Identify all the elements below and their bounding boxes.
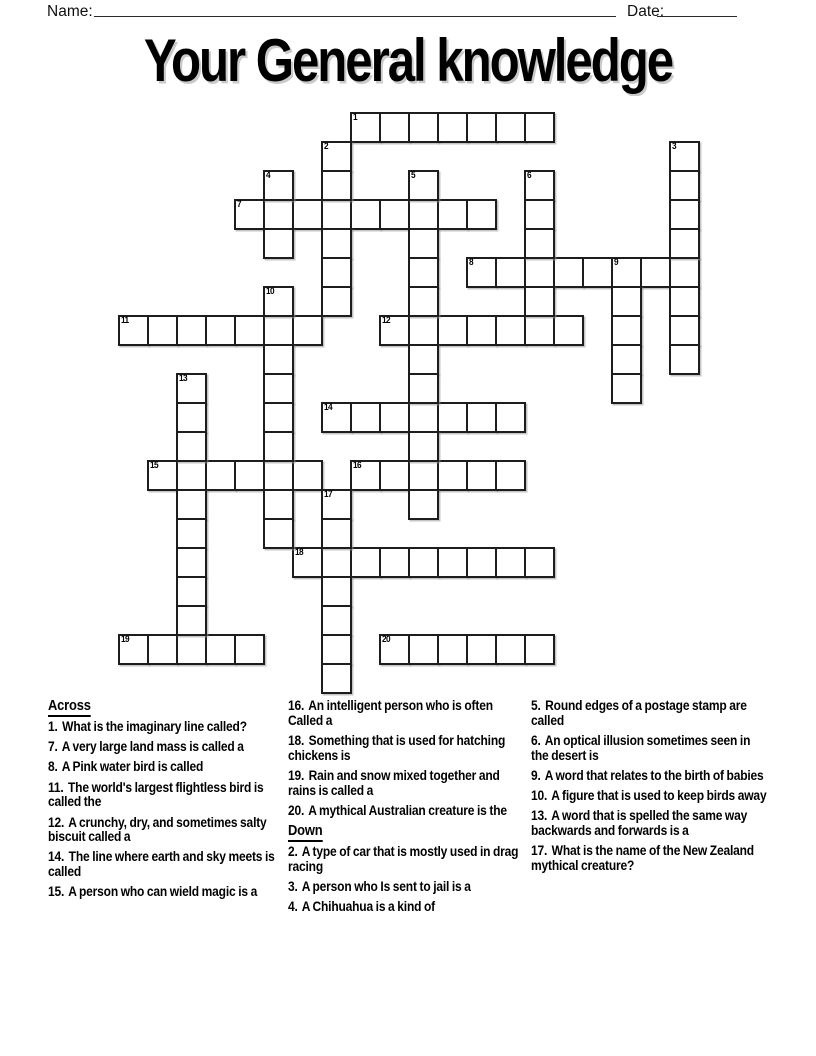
grid-cell[interactable] (176, 605, 207, 636)
clue-text: The world's largest flightless bird is called the (48, 779, 264, 810)
grid-cell[interactable] (437, 315, 468, 346)
grid-cell[interactable] (176, 576, 207, 607)
grid-cell[interactable] (176, 518, 207, 549)
grid-cell[interactable] (263, 431, 294, 462)
grid-cell[interactable] (350, 199, 381, 230)
grid-cell[interactable] (118, 315, 149, 346)
clue-number: 14. (48, 849, 65, 865)
clue-text: A person who can wield magic is a (68, 884, 258, 900)
cell-number: 13 (179, 373, 187, 383)
grid-cell[interactable] (263, 315, 294, 346)
clue-text: A Pink water bird is called (61, 759, 204, 775)
grid-cell[interactable] (495, 460, 526, 491)
cell-number: 3 (672, 141, 676, 151)
grid-cell[interactable] (466, 199, 497, 230)
grid-cell[interactable] (524, 547, 555, 578)
clue-item-10 (531, 789, 767, 804)
grid-cell[interactable] (437, 402, 468, 433)
grid-cell[interactable] (321, 605, 352, 636)
grid-cell[interactable] (408, 199, 439, 230)
grid-cell[interactable] (408, 431, 439, 462)
grid-cell[interactable] (263, 170, 294, 201)
grid-cell[interactable] (176, 431, 207, 462)
grid-cell[interactable] (669, 344, 700, 375)
cell-number: 11 (121, 315, 129, 325)
clue-item-11 (48, 781, 284, 810)
grid-cell[interactable] (640, 257, 671, 288)
grid-cell[interactable] (408, 286, 439, 317)
clue-text: A very large land mass is called a (61, 739, 244, 755)
cell-number: 6 (527, 170, 531, 180)
grid-cell[interactable] (495, 547, 526, 578)
cell-number: 14 (324, 402, 332, 412)
grid-cell[interactable] (147, 460, 178, 491)
grid-cell[interactable] (321, 518, 352, 549)
name-label: Name: (47, 3, 93, 20)
clue-number: 4. (288, 899, 298, 915)
grid-cell[interactable] (379, 315, 410, 346)
clue-item-14 (48, 850, 284, 879)
grid-cell[interactable] (466, 634, 497, 665)
grid-cell[interactable] (234, 460, 265, 491)
grid-cell[interactable] (263, 344, 294, 375)
grid-cell[interactable] (408, 228, 439, 259)
cell-number: 19 (121, 634, 129, 644)
grid-cell[interactable] (321, 663, 352, 694)
cell-number: 12 (382, 315, 390, 325)
grid-cell[interactable] (495, 257, 526, 288)
grid-cell[interactable] (408, 112, 439, 143)
grid-cell[interactable] (350, 460, 381, 491)
clue-number: 9. (531, 767, 541, 783)
grid-cell[interactable] (176, 402, 207, 433)
grid-cell[interactable] (263, 402, 294, 433)
clue-item-18 (288, 734, 524, 763)
grid-cell[interactable] (176, 373, 207, 404)
clue-number: 19. (288, 767, 305, 783)
grid-cell[interactable] (466, 257, 497, 288)
cell-number: 9 (614, 257, 618, 267)
clue-number: 3. (288, 878, 298, 894)
grid-cell[interactable] (495, 402, 526, 433)
grid-cell[interactable] (495, 634, 526, 665)
grid-cell[interactable] (524, 112, 555, 143)
page-title: Your General knowledge (143, 27, 673, 94)
grid-cell[interactable] (669, 228, 700, 259)
clue-text: The line where earth and sky meets is called (48, 849, 275, 880)
clue-column-1 (48, 699, 284, 906)
grid-cell[interactable] (495, 315, 526, 346)
grid-cell[interactable] (437, 199, 468, 230)
clue-item-13 (531, 809, 767, 838)
clue-number: 15. (48, 884, 65, 900)
clue-item-20 (288, 804, 524, 819)
grid-cell[interactable] (408, 402, 439, 433)
clue-number: 1. (48, 719, 58, 734)
clue-column-2 (288, 699, 524, 920)
clue-text: A person who Is sent to jail is a (301, 878, 471, 894)
clue-item-3 (288, 880, 524, 895)
clue-column-3 (531, 699, 767, 879)
grid-cell[interactable] (669, 170, 700, 201)
grid-cell[interactable] (147, 315, 178, 346)
grid-cell[interactable] (321, 489, 352, 520)
grid-cell[interactable] (553, 257, 584, 288)
grid-cell[interactable] (408, 257, 439, 288)
grid-cell[interactable] (350, 112, 381, 143)
grid-cell[interactable] (524, 286, 555, 317)
grid-cell[interactable] (379, 634, 410, 665)
grid-cell[interactable] (437, 547, 468, 578)
clue-number: 2. (288, 843, 298, 859)
grid-cell[interactable] (466, 460, 497, 491)
clue-text: An intelligent person who is often Called a (288, 698, 493, 728)
clue-number: 7. (48, 739, 58, 755)
clue-number: 16. (288, 698, 305, 713)
clue-text: What is the name of the New Zealand mythical creature? (531, 843, 754, 873)
clue-number: 12. (48, 814, 65, 830)
grid-cell[interactable] (669, 141, 700, 172)
cell-number: 20 (382, 634, 390, 644)
grid-cell[interactable] (611, 286, 642, 317)
grid-cell[interactable] (321, 199, 352, 230)
grid-cell[interactable] (524, 199, 555, 230)
grid-cell[interactable] (292, 199, 323, 230)
clue-item-7 (48, 740, 284, 755)
grid-cell[interactable] (408, 344, 439, 375)
grid-cell[interactable] (176, 460, 207, 491)
grid-cell[interactable] (176, 547, 207, 578)
grid-cell[interactable] (292, 315, 323, 346)
grid-cell[interactable] (321, 547, 352, 578)
grid-cell[interactable] (466, 547, 497, 578)
grid-cell[interactable] (263, 228, 294, 259)
grid-cell[interactable] (524, 257, 555, 288)
grid-cell[interactable] (553, 315, 584, 346)
date-label: Date: (627, 3, 665, 20)
clue-number: 6. (531, 732, 541, 748)
grid-cell[interactable] (321, 257, 352, 288)
clue-text: An optical illusion sometimes seen in the desert is (531, 732, 751, 763)
clue-number: 13. (531, 808, 548, 824)
grid-cell[interactable] (321, 141, 352, 172)
grid-cell[interactable] (234, 634, 265, 665)
grid-cell[interactable] (611, 315, 642, 346)
clue-item-16 (288, 699, 524, 728)
grid-cell[interactable] (408, 460, 439, 491)
clue-item-4 (288, 900, 524, 915)
grid-cell[interactable] (205, 460, 236, 491)
cell-number: 4 (266, 170, 270, 180)
grid-cell[interactable] (524, 315, 555, 346)
grid-cell[interactable] (176, 634, 207, 665)
grid-cell[interactable] (263, 518, 294, 549)
cell-number: 2 (324, 141, 328, 151)
grid-cell[interactable] (263, 460, 294, 491)
clue-text: A word that is spelled the same way backwards and forwards is a (531, 808, 748, 838)
grid-cell[interactable] (611, 257, 642, 288)
clue-number: 8. (48, 759, 58, 775)
clue-text: A figure that is used to keep birds away (551, 788, 767, 804)
grid-cell[interactable] (466, 402, 497, 433)
grid-cell[interactable] (408, 315, 439, 346)
grid-cell[interactable] (321, 228, 352, 259)
clue-text: A word that relates to the birth of babies (544, 767, 764, 783)
grid-cell[interactable] (263, 199, 294, 230)
clue-text: A type of car that is mostly used in drag racing (288, 843, 519, 874)
clue-text: Round edges of a postage stamp are called (531, 698, 747, 728)
grid-cell[interactable] (669, 257, 700, 288)
grid-cell[interactable] (408, 170, 439, 201)
grid-cell[interactable] (669, 315, 700, 346)
grid-cell[interactable] (379, 402, 410, 433)
clue-item-9 (531, 769, 767, 784)
clue-item-8 (48, 760, 284, 775)
clue-text: A mythical Australian creature is the (308, 802, 507, 818)
clue-item-6 (531, 734, 767, 763)
cell-number: 15 (150, 460, 158, 470)
grid-cell[interactable] (437, 460, 468, 491)
grid-cell[interactable] (263, 489, 294, 520)
grid-cell[interactable] (321, 170, 352, 201)
grid-cell[interactable] (408, 489, 439, 520)
grid-cell[interactable] (495, 112, 526, 143)
clue-item-2 (288, 845, 524, 874)
clue-text: Something that is used for hatching chickens is (288, 732, 506, 763)
grid-cell[interactable] (582, 257, 613, 288)
clue-number: 10. (531, 788, 548, 804)
across-heading: Across (48, 699, 284, 714)
clue-text: What is the imaginary line called? (62, 719, 247, 734)
clue-item-15 (48, 885, 284, 900)
grid-cell[interactable] (408, 373, 439, 404)
grid-cell[interactable] (379, 199, 410, 230)
grid-cell[interactable] (669, 199, 700, 230)
grid-cell[interactable] (205, 634, 236, 665)
cell-number: 17 (324, 489, 332, 499)
cell-number: 1 (353, 112, 357, 122)
grid-cell[interactable] (350, 547, 381, 578)
grid-cell[interactable] (524, 634, 555, 665)
down-heading: Down (288, 824, 524, 839)
clue-text: A Chihuahua is a kind of (301, 899, 435, 915)
clue-item-12 (48, 816, 284, 845)
grid-cell[interactable] (379, 547, 410, 578)
grid-cell[interactable] (147, 634, 178, 665)
clue-item-17 (531, 844, 767, 873)
cell-number: 7 (237, 199, 241, 209)
grid-cell[interactable] (118, 634, 149, 665)
clue-text: Rain and snow mixed together and rains is called a (288, 767, 500, 798)
grid-cell[interactable] (234, 315, 265, 346)
cell-number: 16 (353, 460, 361, 470)
grid-cell[interactable] (611, 373, 642, 404)
clue-number: 5. (531, 698, 541, 713)
clue-item-1 (48, 720, 284, 735)
grid-cell[interactable] (408, 634, 439, 665)
cell-number: 5 (411, 170, 415, 180)
grid-cell[interactable] (205, 315, 236, 346)
grid-cell[interactable] (669, 286, 700, 317)
cell-number: 10 (266, 286, 274, 296)
clue-item-19 (288, 769, 524, 798)
clue-number: 11. (48, 779, 64, 795)
grid-cell[interactable] (321, 576, 352, 607)
grid-cell[interactable] (379, 112, 410, 143)
grid-cell[interactable] (263, 286, 294, 317)
grid-cell[interactable] (437, 634, 468, 665)
grid-cell[interactable] (292, 547, 323, 578)
grid-cell[interactable] (437, 112, 468, 143)
grid-cell[interactable] (321, 634, 352, 665)
grid-cell[interactable] (321, 286, 352, 317)
grid-cell[interactable] (321, 402, 352, 433)
grid-cell[interactable] (379, 460, 410, 491)
grid-cell[interactable] (234, 199, 265, 230)
grid-cell[interactable] (263, 373, 294, 404)
grid-cell[interactable] (611, 344, 642, 375)
clue-number: 20. (288, 802, 305, 818)
grid-cell[interactable] (350, 402, 381, 433)
grid-cell[interactable] (408, 547, 439, 578)
cell-number: 8 (469, 257, 473, 267)
grid-cell[interactable] (292, 460, 323, 491)
grid-cell[interactable] (524, 170, 555, 201)
grid-cell[interactable] (176, 315, 207, 346)
clue-item-5 (531, 699, 767, 728)
cell-number: 18 (295, 547, 303, 557)
grid-cell[interactable] (466, 112, 497, 143)
clue-number: 17. (531, 843, 548, 859)
grid-cell[interactable] (524, 228, 555, 259)
grid-cell[interactable] (176, 489, 207, 520)
clue-number: 18. (288, 732, 305, 748)
grid-cell[interactable] (466, 315, 497, 346)
clue-text: A crunchy, dry, and sometimes salty biscuit called a (48, 814, 267, 845)
